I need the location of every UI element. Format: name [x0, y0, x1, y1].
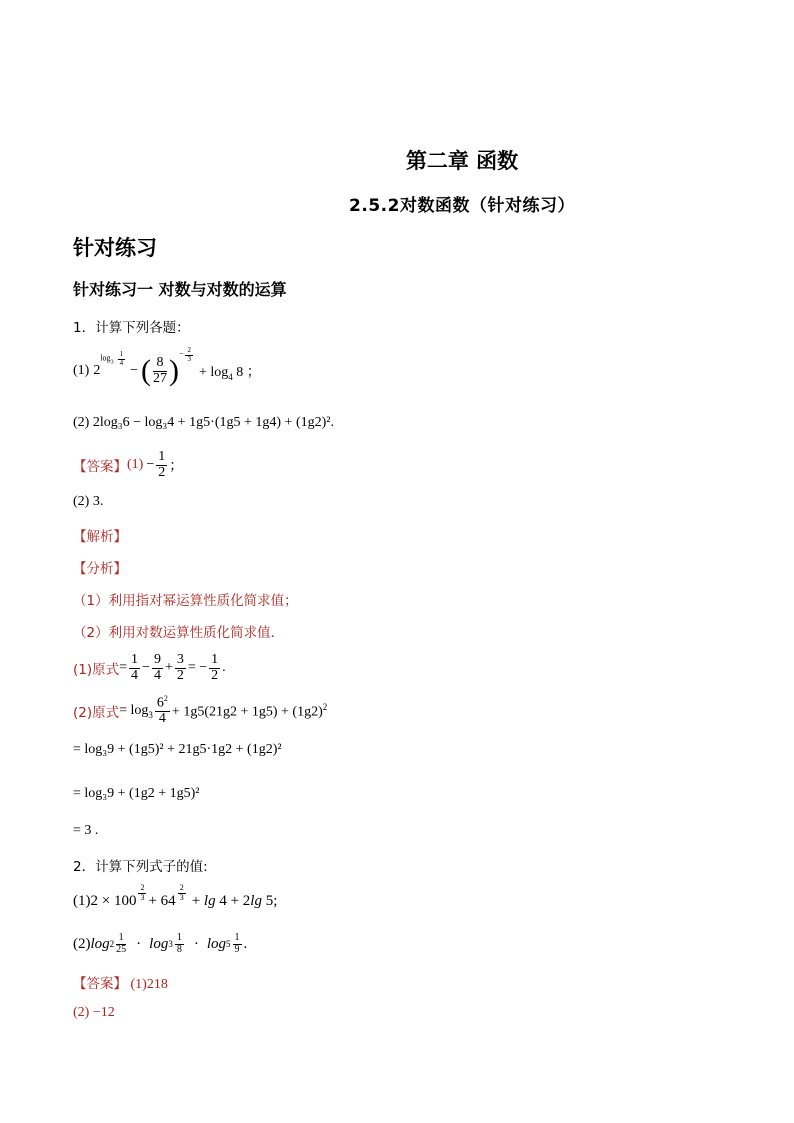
q1-part2: [73, 415, 334, 431]
q1-part2-expr: 2log₃6 − log₃4 + 1g5·(1g5 + 1g4) + (1g2)².: [92, 415, 334, 430]
q1-answer1-tail: ；: [169, 459, 184, 474]
q1-solution-1: (1)原式 = $\frac{1}{4}$ − $\frac{9}{4}$ + $\frac{3}{2}$ = − $\frac{1}{2}$ .: [73, 651, 226, 683]
q2-part2: (2) log 2 $\frac{1}{25}$ · log 3 $\frac{1}{8}$ · log 5 $\frac{1}{9}$ .: [73, 932, 248, 955]
q2-prompt: 2．计算下列式子的值:: [73, 859, 208, 875]
chapter-title: 第二章 函数: [405, 149, 519, 173]
q2-part1: (1) 2 × 100 $\frac{2}{3}$ + 64 $\frac{2}{3}$ + lg 4 + 2lg 5;: [73, 883, 278, 909]
q2-answer-2: [73, 1005, 115, 1021]
heading-main: 针对练习: [73, 236, 157, 260]
q1-sol1-label: (1)原式: [73, 662, 120, 678]
section-title: 2.5.2对数函数（针对练习）: [349, 196, 575, 216]
q1-part1-label: (1): [73, 363, 90, 378]
q2-answer-tag: 【答案】: [73, 976, 127, 992]
q1-solution-2: (2)原式 = $\log_3$ $\frac{6^2}{4}$ + $1g5(21g2 + 1g5) + (1g2)^2$: [73, 693, 328, 727]
q1-answer-1: 【答案】 (1) − $\frac{1}{2}$ ；: [73, 448, 184, 480]
q1-answer-2: (2) 3.: [73, 494, 104, 509]
q1-answer-tag: 【答案】: [73, 459, 127, 475]
q1-analysis-tag: 【解析】: [73, 529, 127, 545]
q2-answer2: (2) −12: [73, 1005, 115, 1020]
q2-answer1: (1)218: [130, 977, 168, 992]
q1-sol2-label: (2)原式: [73, 705, 120, 721]
q1-solution-3: = log₃9 + (1g5)² + 21g5·1g2 + (1g2)²: [73, 742, 282, 757]
q1-solution-4: = log₃9 + (1g2 + 1g5)²: [73, 786, 200, 801]
q1-part1: (1) 2 $\log_3$ $\frac{1}{4}$ − ( $\frac{8}{27}$ ) − $\frac{2}{3}$ + $\log_4 8$ ；: [73, 346, 261, 387]
q1-prompt: 1．计算下列各题：: [73, 320, 190, 336]
q2-answer-1: [73, 972, 168, 993]
q1-solution-5: = 3 .: [73, 823, 99, 838]
heading-sub: 针对练习一 对数与对数的运算: [73, 280, 287, 299]
q1-part2-label: (2): [73, 415, 90, 430]
q1-answer1-label: (1): [127, 457, 144, 472]
q1-fenxi-tag: 【分析】: [73, 561, 127, 577]
q2-part2-label: (2): [73, 935, 91, 952]
q2-part1-label: (1): [73, 892, 91, 909]
q1-fenxi-1: （1）利用指对幂运算性质化简求值；: [73, 593, 298, 609]
q1-fenxi-2: （2）利用对数运算性质化简求值．: [73, 625, 285, 641]
